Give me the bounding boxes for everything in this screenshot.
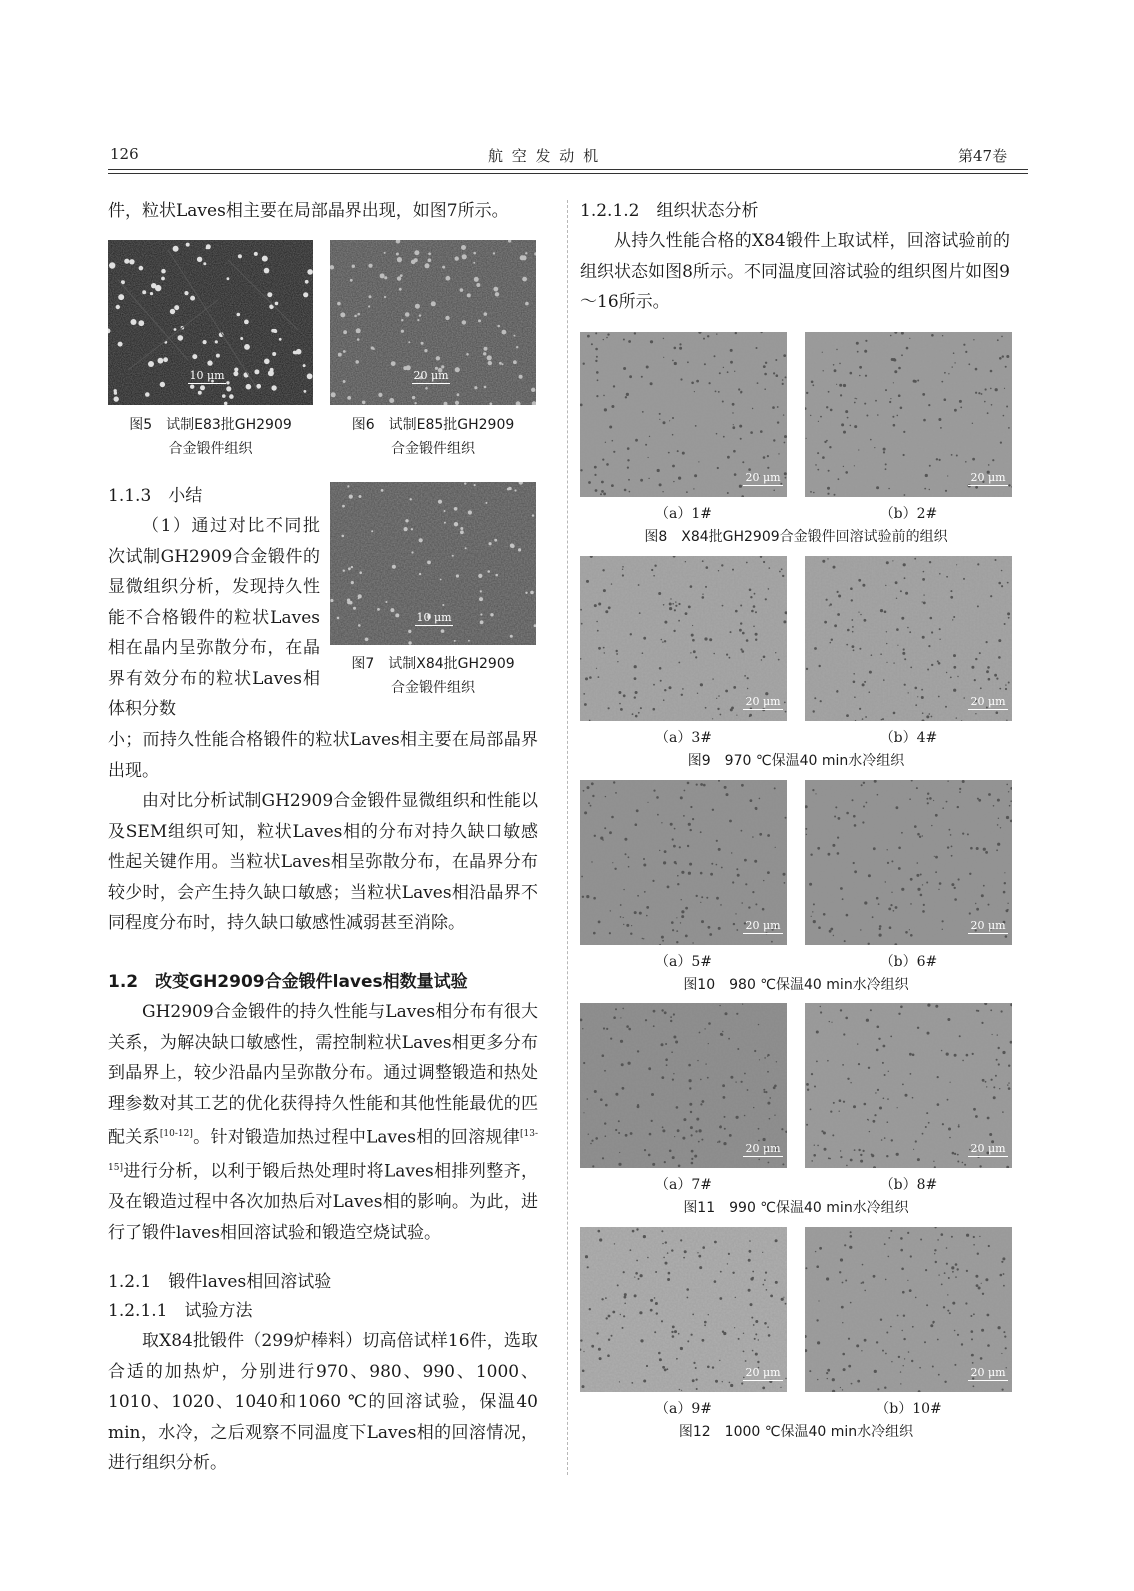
fig11-a-scale: 20 μm [743, 1143, 783, 1157]
fig11-b-label: （b）8# [879, 1177, 938, 1193]
fig6-caption: 图6 试制E85批GH2909 合金锻件组织 [351, 417, 515, 457]
fig10-a-label: （a）5# [655, 954, 712, 970]
fig9-b-label: （b）4# [879, 730, 938, 746]
fig9-a-scale: 20 μm [743, 696, 783, 710]
fig5-scale: 10 μm [189, 369, 225, 382]
fig8-b-scale: 20 μm [968, 472, 1008, 486]
fig8-caption: 图8 X84批GH2909合金锻件回溶试验前的组织 [644, 529, 948, 545]
fig9-a-label: （a）3# [655, 730, 712, 746]
paragraph-laves-distribution: 由对比分析试制GH2909合金锻件显微组织和性能以及SEM组织可知，粒状Laves相的分布对持久缺口敏感性起关键作用。当粒状Laves相呈弥散分布，在晶界分布较少时，会产生持久缺口敏感；当粒状Laves相沿晶界不同程度分布时，持久缺口敏感性减弱甚至消除。 [108, 791, 538, 933]
fig10-b-label: （b）6# [879, 954, 938, 970]
heading-1-2: 1.2 改变GH2909合金锻件laves相数量试验 [108, 972, 468, 992]
left-top-line: 件，粒状Laves相主要在局部晶界出现，如图7所示。 [108, 201, 509, 221]
paragraph-gh2909: GH2909合金锻件的持久性能与Laves相分布有很大关系，为解决缺口敏感性，需控制粒状Laves相更多分布到晶界上，较少沿晶内呈弥散分布。通过调整锻造和热处理参数对其工艺的优化获得持久性能和其他性能最优的匹配关系[10-12]。针对锻造加热过程中Laves相的回溶规律[13-15]进行分析，以利于锻后热处理时将Laves相排列整齐，及在锻造过程中各次加热后对Laves相的影响。为此，进行了锻件laves相回溶试验和锻造空烧试验。 [108, 1002, 539, 1243]
heading-1-2-1: 1.2.1 锻件laves相回溶试验 [108, 1272, 332, 1292]
fig11-caption: 图11 990 ℃保温40 min水冷组织 [683, 1200, 909, 1216]
fig9-caption: 图9 970 ℃保温40 min水冷组织 [687, 753, 905, 769]
fig12-a-scale: 20 μm [743, 1367, 783, 1381]
fig12-b-label: （b）10# [875, 1401, 942, 1417]
journal-title: 航 空 发 动 机 [488, 147, 601, 165]
summary-continuation: 小；而持久性能合格锻件的粒状Laves相主要在局部晶界出现。 [108, 730, 538, 781]
fig7-caption: 图7 试制X84批GH2909 合金锻件组织 [351, 656, 515, 696]
paragraph-state-analysis: 从持久性能合格的X84锻件上取试样，回溶试验前的组织状态如图8所示。不同温度回溶试验的组织图片如图9～16所示。 [580, 231, 1010, 312]
fig8-b-label: （b）2# [879, 506, 938, 522]
page-number: 126 [110, 145, 139, 163]
heading-1-2-1-1: 1.2.1.1 试验方法 [108, 1301, 253, 1321]
heading-1-2-1-2: 1.2.1.2 组织状态分析 [580, 201, 759, 221]
fig12-a-label: （a）9# [655, 1401, 712, 1417]
fig10-a-scale: 20 μm [743, 920, 783, 934]
fig10-b-scale: 20 μm [968, 920, 1008, 934]
fig8-a-scale: 20 μm [743, 472, 783, 486]
heading-1-1-3: 1.1.3 小结 [108, 486, 203, 506]
column-divider [567, 200, 568, 1475]
volume-label: 第47卷 [958, 147, 1008, 165]
fig12-b-scale: 20 μm [968, 1367, 1008, 1381]
summary-paragraph: （1）通过对比不同批次试制GH2909合金锻件的显微组织分析，发现持久性能不合格锻件的粒状Laves相在晶内呈弥散分布，在晶界有效分布的粒状Laves相体积分数 [108, 516, 320, 719]
fig6-scale: 20 μm [413, 369, 449, 382]
fig5-caption: 图5 试制E83批GH2909 合金锻件组织 [129, 417, 292, 457]
fig8-a-label: （a）1# [655, 506, 712, 522]
fig9-b-scale: 20 μm [968, 696, 1008, 710]
fig7-scale: 10 μm [416, 611, 452, 624]
fig12-caption: 图12 1000 ℃保温40 min水冷组织 [678, 1424, 914, 1440]
fig11-a-label: （a）7# [655, 1177, 712, 1193]
fig10-caption: 图10 980 ℃保温40 min水冷组织 [683, 977, 909, 993]
paragraph-method: 取X84批锻件（299炉棒料）切高倍试样16件，选取合适的加热炉，分别进行970、980、990、1000、1010、1020、1040和1060 ℃的回溶试验，保温40 min，水冷，之后观察不同温度下Laves相的回溶情况，进行组织分析。 [108, 1331, 538, 1473]
header-rule-2 [108, 173, 1028, 174]
fig11-b-scale: 20 μm [968, 1143, 1008, 1157]
header-rule [108, 169, 1028, 170]
